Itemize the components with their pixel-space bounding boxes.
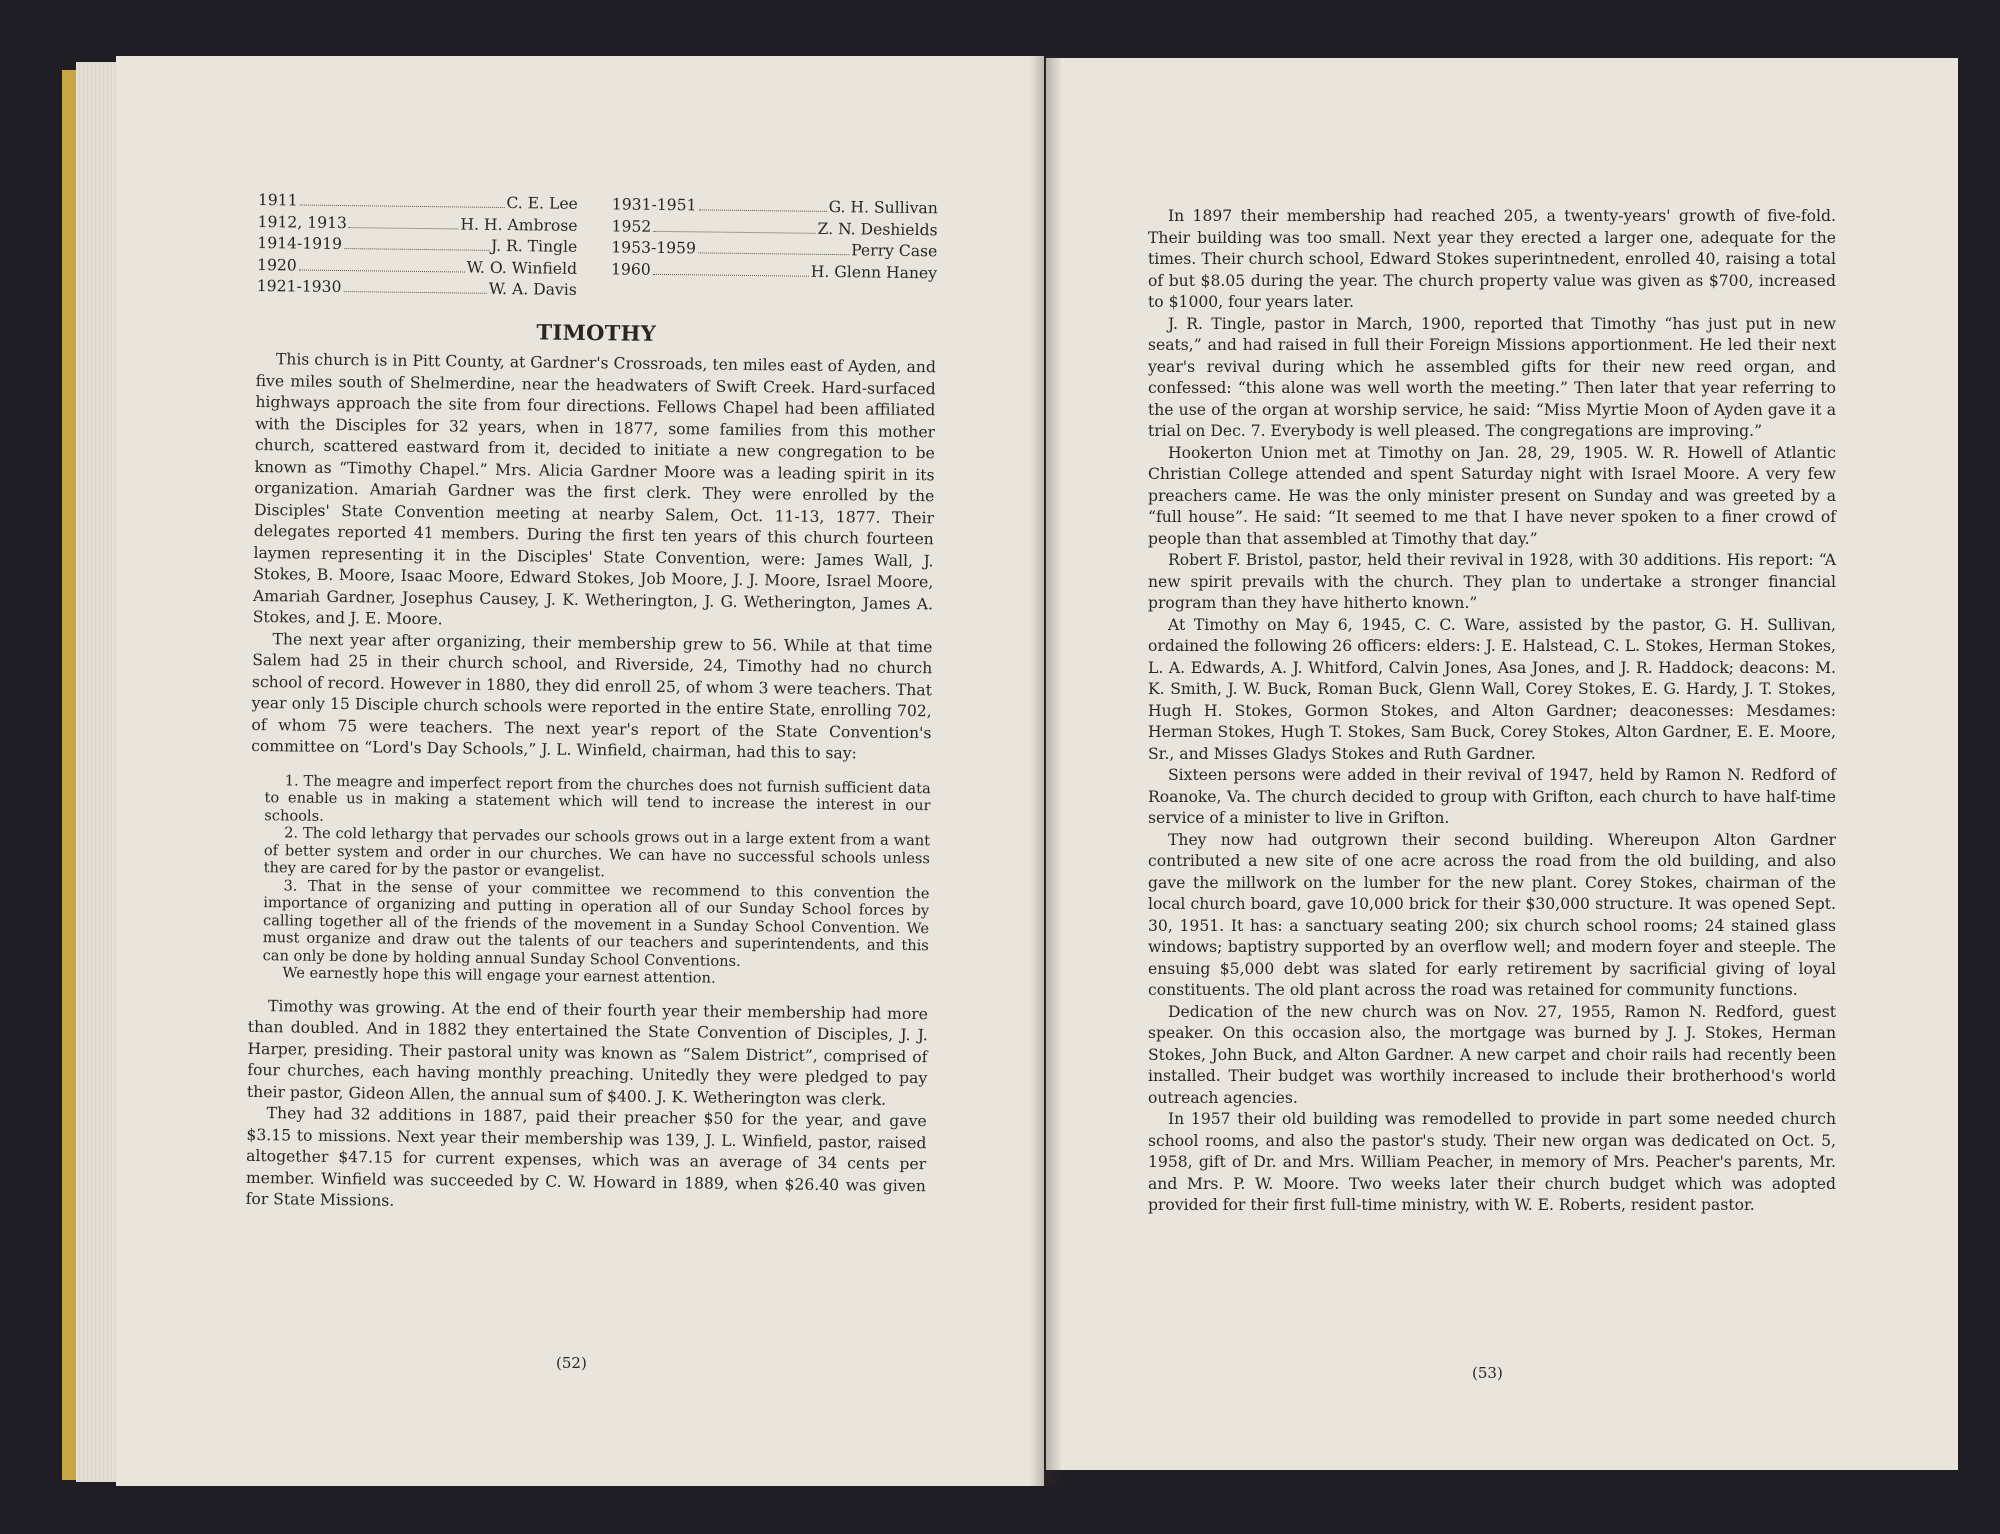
dot-leader: [343, 291, 486, 294]
minister-name: J. R. Tingle: [490, 236, 578, 256]
body-text-before-quote: [251, 349, 936, 766]
minister-name: H. H. Ambrose: [460, 214, 578, 235]
minister-name: G. H. Sullivan: [828, 197, 938, 218]
page-number: (52): [556, 1354, 587, 1372]
minister-years: 1960: [610, 259, 651, 279]
left-page-content: [246, 190, 938, 1219]
minister-years: 1914-1919: [257, 233, 343, 254]
minister-name: Perry Case: [851, 241, 938, 261]
paragraph: They had 32 additions in 1887, paid their preacher $50 for the year, and gave $3.15 to missions. Next year their membership was 139, J. L. Winfield, pastor, raised altogether $47.15 for current expenses, which was an average of 34 cents per member. Winfield was succeeded by C. W. Howard in 1889, when $26.40 was given for State Missions.: [245, 1104, 927, 1210]
ministers-column-2: [611, 194, 938, 305]
dot-leader: [653, 273, 809, 276]
right-page: [1046, 58, 1958, 1470]
quote-paragraph: 2. The cold lethargy that pervades our schools grows out in a large extent from a want of better system and order in our churches. We can have no successful schools unless they are cared for by the pastor or evangelist.: [263, 824, 931, 881]
minister-entry: [612, 194, 938, 219]
paragraph: This church is in Pitt County, at Gardner's Crossroads, ten miles east of Ayden, and five miles south of Shelmerdine, near the headwaters of Swift Creek. Hard-surfaced highways approach the site from four directions. Fellows Chapel had been affiliated with the Disciples for 32 years, when in 1877, some families from this mother church, scattered eastward from it, decided to initiate a new congregation to be known as “Timothy Chapel.” Mrs. Alicia Gardner Moore was a leading spirit in its organization. Amariah Gardner was the first clerk. They were enrolled by the Disciples' State Convention meeting at nearby Salem, Oct. 11-13, 1877. Their delegates reported 41 members. During the first ten years of this church fourteen laymen representing it in the Disciples' State Convention, were: James Wall, J. Stokes, B. Moore, Isaac Moore, Edward Stokes, Job Moore, J. J. Moore, Israel Moore, Amariah Gardner, Josephus Causey, J. K. Wetherington, J. G. Wetherington, James A. Stokes, and J. E. Moore.: [252, 350, 936, 629]
committee-report-quote: [262, 772, 931, 990]
minister-years: 1921-1930: [256, 276, 342, 297]
dot-leader: [299, 269, 465, 272]
book-cover-edge: [62, 70, 76, 1480]
minister-years: 1953-1959: [611, 238, 697, 258]
dot-leader: [698, 209, 826, 212]
quote-paragraph: 1. The meagre and imperfect report from the churches does not furnish sufficient data to enable us in making a statement which will tend to increase the interest in our schools.: [264, 771, 931, 825]
paragraph: Timothy was growing. At the end of their fourth year their membership had more than doubled. And in 1882 they entertained the State Convention of Disciples, J. J. Harper, presiding. Their pastoral unity was known as “Salem District”, comprised of four churches, each having monthly preaching. Unitedly they were pledged to pay their pastor, Gideon Allen, the annual sum of $400. J. K. Wetherington was clerk.: [246, 996, 929, 1109]
dot-leader: [349, 227, 459, 229]
minister-years: 1911: [257, 190, 298, 210]
book-gutter: [1030, 56, 1062, 1486]
dot-leader: [698, 252, 849, 255]
paragraph: In 1897 their membership had reached 205, a twenty-years' growth of five-fold. Their building was too small. Next year they erected a larger one, adequate for the times. Their church school, Edward Stokes superintnedent, enrolled 40, raising a total of but $8.05 during the year. The church property value was given as $700, increased to $1000, four years later.: [1148, 207, 1836, 311]
minister-name: H. Glenn Haney: [810, 262, 938, 282]
paragraph: In 1957 their old building was remodelled to provide in part some needed church school rooms, and also the pastor's study. Their new organ was dedicated on Oct. 5, 1958, gift of Dr. and Mrs. William Peacher, in memory of Mrs. Peacher's parents, Mr. and Mrs. P. W. Moore. Two weeks later their church budget which was adopted provided for their first full-time ministry, with W. E. Roberts, resident pastor.: [1148, 1110, 1836, 1214]
paragraph: Hookerton Union met at Timothy on Jan. 28, 29, 1905. W. R. Howell of Atlantic Christian College attended and spent Saturday night with Israel Moore. A very few preachers came. He was the only minister present on Sunday and was greeted by a “full house”. He said: “It seemed to me that I have never spoken to a finer crowd of people than that assembled at Timothy that day.”: [1148, 443, 1836, 548]
minister-years: 1931-1951: [611, 195, 697, 215]
minister-years: 1912, 1913: [257, 212, 348, 232]
paragraph: They now had outgrown their second building. Whereupon Alton Gardner contributed a new site of one acre across the road from the old building, and also gave the millwork on the lumber for the new plant. Corey Stokes, chairman of the local church board, gave 10,000 brick for their $30,000 structure. It was opened Sept. 30, 1951. It has: a sanctuary seating 200; six church school rooms; 24 stained glass windows; baptistry supported by an overflow well; and modern foyer and steeple. The ensuing $5,000 debt was slated for early retirement by sacrificial giving of loyal constituents. The old plant across the road was retained for community functions.: [1148, 830, 1836, 999]
right-page-content: [1148, 206, 1836, 1217]
dot-leader: [300, 205, 505, 209]
quote-paragraph: We earnestly hope this will engage your earnest attention.: [282, 964, 716, 987]
body-text-after-quote: [246, 995, 929, 1218]
minister-entry: [611, 237, 937, 262]
paragraph: Robert F. Bristol, pastor, held their revival in 1928, with 30 additions. His report: “A new spirit prevails with the church. They plan to undertake a stronger financial program than they have hitherto known.”: [1148, 551, 1836, 612]
quote-paragraph: 3. That in the sense of your committee we recommend to this convention the importance of organizing and putting in operation all of our Sunday School forces by calling together all of the friends of the movement in a Sunday School Convention. We must organize and draw out the talents of our teachers and superintendents, and this can only be done by holding annual Sunday School Conventions.: [262, 876, 930, 970]
minister-name: Z. N. Deshields: [817, 219, 938, 239]
dot-leader: [344, 248, 489, 251]
dot-leader: [653, 230, 815, 233]
ministers-list: [257, 190, 938, 306]
left-page: [116, 56, 1044, 1486]
minister-name: W. A. Davis: [488, 279, 577, 299]
minister-entry: [611, 259, 937, 284]
paragraph: The next year after organizing, their membership grew to 56. While at that time Salem had 25 in their church school, and Riverside, 24, Timothy had no church school of record. However in 1880, they did enroll 25, of whom 3 were teachers. That year only 15 Disciple church schools were reported in the entire State, enrolling 702, of whom 75 were teachers. The next year's report of the State Convention's committee on “Lord's Day Schools,” J. L. Winfield, chairman, had this to say:: [251, 629, 933, 763]
church-heading: TIMOTHY: [536, 318, 657, 346]
minister-entry: [257, 276, 577, 301]
minister-entry: [257, 233, 577, 258]
page-number: (53): [1472, 1364, 1503, 1382]
paragraph: At Timothy on May 6, 1945, C. C. Ware, assisted by the pastor, G. H. Sullivan, ordained the following 26 officers: elders: J. E. Halstead, C. L. Stokes, Herman Stokes, L. A. Edwards, A. J. Whitford, Calvin Jones, Asa Jones, and J. R. Haddock; deacons: M. K. Smith, J. W. Buck, Roman Buck, Glenn Wall, Corey Stokes, E. G. Hardy, J. T. Stokes, Hugh H. Stokes, Gormon Stokes, and Alton Gardner; deaconesses: Mesdames: Herman Stokes, Hugh T. Stokes, Sam Buck, Corey Stokes, Alton Gardner, E. E. Moore, Sr., and Misses Gladys Stokes and Ruth Gardner.: [1148, 615, 1836, 763]
page-stack-edge: [76, 62, 116, 1482]
paragraph: Dedication of the new church was on Nov. 27, 1955, Ramon N. Redford, guest speaker. On this occasion also, the mortgage was burned by J. J. Stokes, Herman Stokes, John Buck, and Alton Gardner. A new carpet and choir rails had recently been installed. Their budget was worthily increased to include their brotherhood's world outreach agencies.: [1148, 1002, 1836, 1107]
minister-years: 1920: [256, 255, 297, 274]
paragraph: Sixteen persons were added in their revival of 1947, held by Ramon N. Redford of Roanoke, Va. The church decided to group with Grifton, each church to have half-time service of a minister to live in Grifton.: [1148, 766, 1836, 827]
paragraph: J. R. Tingle, pastor in March, 1900, reported that Timothy “has just put in new seats,” and had raised in full their Foreign Missions apportionment. He led their next year's revival during which he assembled gifts for their new reed organ, and confessed: “this alone was well worth the meeting.” Then later that year referring to the use of the organ at worship service, he said: “Miss Myrtie Moon of Ayden gave it a trial on Dec. 7. Everybody is well pleased. The congregations are improving.”: [1148, 314, 1836, 440]
ministers-column-1: [257, 190, 578, 301]
minister-name: C. E. Lee: [506, 194, 578, 213]
minister-name: W. O. Winfield: [466, 258, 578, 278]
minister-years: 1952: [611, 216, 652, 236]
